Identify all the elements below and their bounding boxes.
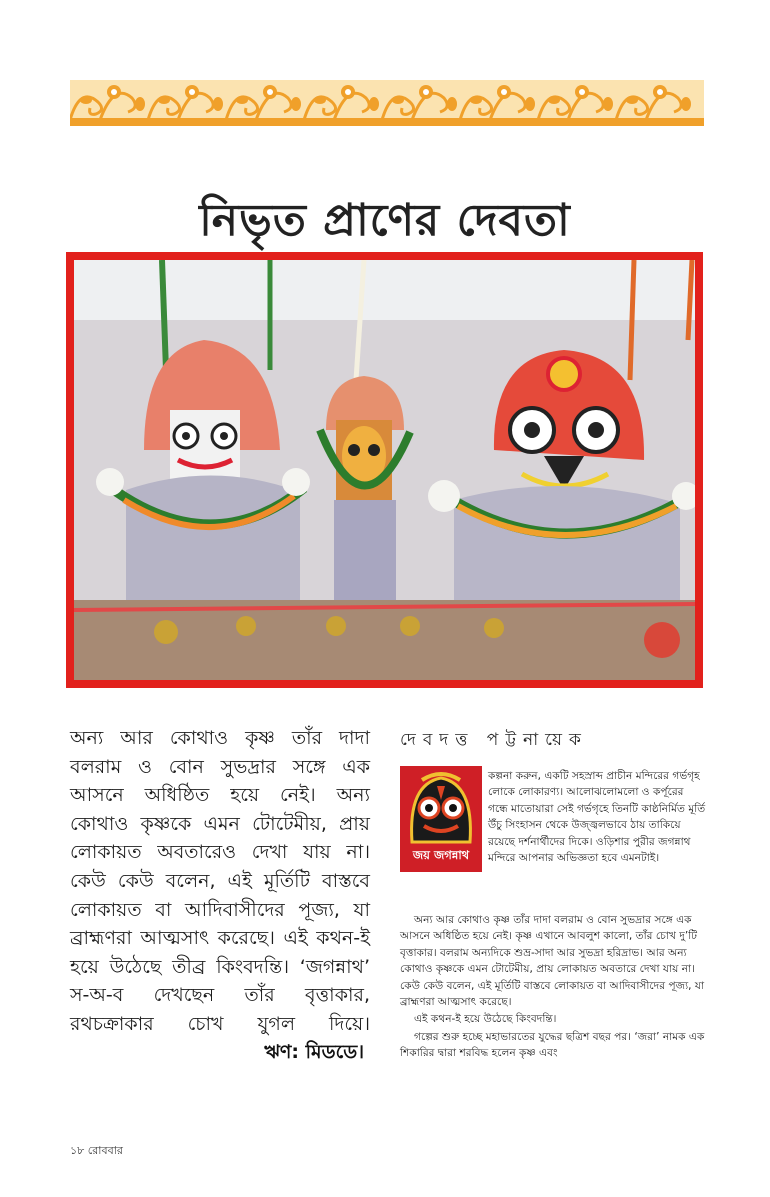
jagannath-face-icon	[404, 770, 478, 848]
page-title: নিভৃত প্রাণের দেবতা	[199, 195, 571, 247]
deities-photo	[66, 252, 703, 688]
icon-caption: জয় জগন্নাথ	[412, 848, 470, 862]
page-footer: ১৮ রোববার	[70, 1144, 123, 1157]
article-body	[400, 912, 706, 1063]
author-byline: দেবদত্ত পট্টনায়েক	[400, 730, 588, 750]
article-intro	[488, 768, 706, 866]
jagannath-icon-box	[400, 766, 482, 872]
floral-ornament-border	[70, 80, 704, 126]
article-paragraph: এই কথন-ই হয়ে উঠেছে কিংবদন্তি।	[414, 1013, 557, 1026]
pull-quote-text: অন্য আর কোথাও কৃষ্ণ তাঁর দাদা বলরাম ও বোন সুভদ্রার সঙ্গে এক আসনে অধিষ্ঠিত হয়ে নেই। অন্য কোথাও কৃষ্ণকে এমন টোটেমীয়, প্রায় লোকায়ত অবতারেও দেখা যায় না। কেউ কেউ বলেন, এই মূর্তিটি বাস্তবে লোকায়ত বা আদিবাসীদের পূজ্য, যা ব্রাহ্মণরা আত্মসাৎ করেছে। এই কথন-ই হয়ে উঠেছে তীব্র কিংবদন্তি। ‘জগন্নাথ’ স-অ-ব দেখছেন তাঁর বৃত্তাকার, রথচক্রাকার চোখ যুগল দিয়ে।	[70, 727, 370, 1035]
article-paragraph: গল্পের শুরু হচ্ছে মহাভারতের যুদ্ধের ছত্রিশ বছর পর। ‘জরা’ নামক এক শিকারির দ্বারা শরবিদ্ধ হলেন কৃষ্ণ এবং	[400, 1030, 705, 1060]
intro-text: কল্পনা করুন, একটি সহস্রাব্দ প্রাচীন মন্দিরের গর্ভগৃহ লোকে লোকারণ্য। আলোঝলোমলো ও কর্পূরের গন্ধে মাতোয়ারা সেই গর্ভগৃহে তিনটি কাষ্ঠনির্মিত মূর্তি উঁচু সিংহাসন থেকে উজ্জ্বলভাবে ঠায় তাকিয়ে রয়েছে দর্শনার্থীদের দিকে। ওড়িশার পুরীর জগন্নাথ মন্দিরে আপনার অভিজ্ঞতা হবে এমনটাই।	[488, 770, 706, 865]
article-paragraph: অন্য আর কোথাও কৃষ্ণ তাঁর দাদা বলরাম ও বোন সুভদ্রার সঙ্গে এক আসনে অধিষ্ঠিত হয়ে নেই। কৃষ্ণ এখানে আবলুশ কালো, তাঁর চোখ দু’টি বৃত্তাকার। বলরাম অন্যদিকে শুভ্র-সাদা আর সুভদ্রা হরিদ্রাভ। আর অন্য কোথাও কৃষ্ণকে এমন টোটেমীয়, প্রায় লোকায়ত অবতারে দেখা যায় না। কেউ কেউ বলেন, এই মূর্তিটি বাস্তবে লোকায়ত বা আদিবাসীদের পূজ্য, যা ব্রাহ্মণরা আত্মসাৎ করেছে।	[400, 914, 705, 1009]
image-credit: ঋণ: মিডডে।	[264, 1041, 364, 1063]
pull-quote	[70, 724, 370, 1039]
deities-photo-illustration	[74, 260, 695, 680]
